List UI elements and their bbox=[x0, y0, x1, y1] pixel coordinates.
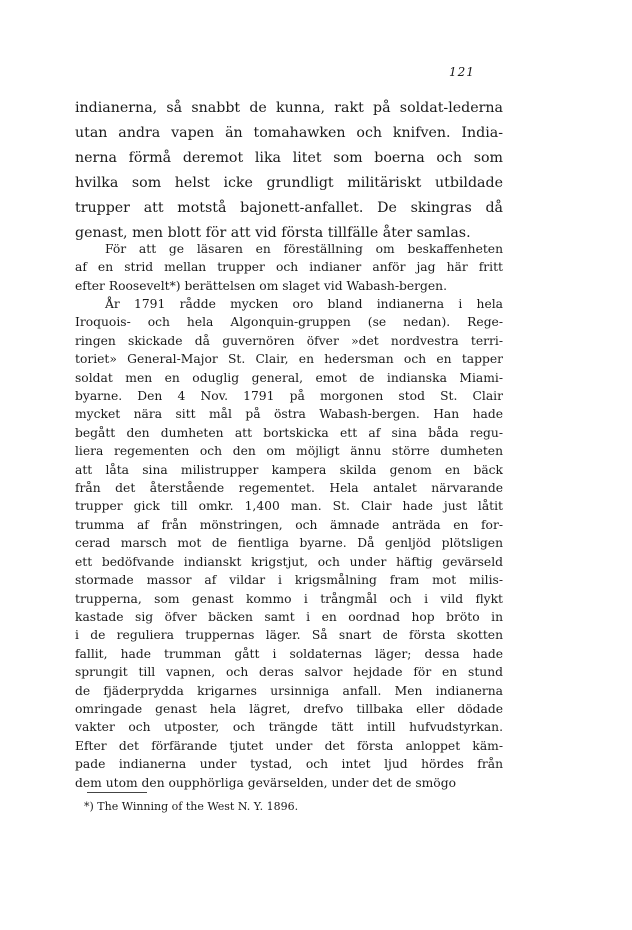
text-line: trumma af från mönstringen, och ämnade anträda en for- bbox=[75, 517, 503, 532]
text-line: utan andra vapen än tomahawken och knifven. India- bbox=[75, 125, 503, 141]
text-line: mycket nära sitt mål på östra Wabash-bergen. Han hade bbox=[75, 407, 503, 422]
text-line: vakter och utposter, och trängde tätt intill hufvudstyrkan. bbox=[75, 720, 503, 735]
text-line: hvilka som helst icke grundligt militäriskt utbildade bbox=[75, 175, 503, 191]
paragraph-intro bbox=[75, 240, 503, 295]
text-line: cerad marsch mot de fientliga byarne. Då genljöd plötsligen bbox=[75, 536, 503, 551]
text-line: genast, men blott för att vid första tillfälle åter samlas. bbox=[75, 225, 471, 241]
text-line: År 1791 rådde mycken oro bland indianerna i hela bbox=[105, 297, 503, 311]
text-line: af en strid mellan trupper och indianer anför jag här fritt bbox=[75, 260, 503, 275]
text-line: indianerna, så snabbt de kunna, rakt på soldat-lederna bbox=[75, 100, 503, 116]
text-line: efter Roosevelt*) berättelsen om slaget vid Wabash-bergen. bbox=[75, 278, 448, 293]
text-line: de fjäderprydda krigarnes ursinniga anfall. Men indianerna bbox=[75, 683, 503, 698]
page-number: 121 bbox=[449, 65, 475, 79]
text-line: i de reguliera truppernas läger. Så snart de första skotten bbox=[75, 628, 503, 643]
text-line: dem utom den oupphörliga gevärselden, under det de smögo bbox=[75, 775, 456, 790]
text-line: från det återstående regementet. Hela antalet närvarande bbox=[75, 481, 503, 496]
text-line: pade indianerna under tystad, och intet ljud hördes från bbox=[75, 757, 503, 772]
text-line: Efter det förfärande tjutet under det första anloppet käm- bbox=[75, 738, 503, 753]
footnote: *) The Winning of the West N. Y. 1896. bbox=[84, 800, 299, 813]
text-line: att låta sina milistrupper kampera skilda genom en bäck bbox=[75, 462, 503, 477]
text-line: trupperna, som genast kommo i trångmål och i vild flykt bbox=[75, 591, 503, 606]
text-line: ringen skickade då guvernören öfver »det nordvestra terri- bbox=[75, 333, 503, 348]
footnote-rule bbox=[87, 792, 147, 793]
text-line: För att ge läsaren en föreställning om beskaffenheten bbox=[105, 242, 503, 256]
text-line: trupper gick till omkr. 1,400 man. St. Clair hade just låtit bbox=[75, 499, 503, 514]
text-line: fallit, hade trumman gått i soldaternas läger; dessa hade bbox=[75, 646, 503, 661]
text-line: begått den dumheten att bortskicka ett af sina båda regu- bbox=[75, 425, 503, 440]
text-line: Iroquois- och hela Algonquin-gruppen (se nedan). Rege- bbox=[75, 315, 503, 330]
paragraph-large bbox=[75, 96, 503, 246]
text-line: stormade massor af vildar i krigsmålning fram mot milis- bbox=[75, 573, 503, 588]
text-line: omringade genast hela lägret, drefvo tillbaka eller dödade bbox=[75, 701, 503, 716]
text-line: soldat men en oduglig general, emot de indianska Miami- bbox=[75, 370, 503, 385]
text-line: kastade sig öfver bäcken samt i en oordnad hop bröto in bbox=[75, 609, 503, 624]
text-line: ett bedöfvande indianskt krigstjut, och under häftig gevärseld bbox=[75, 554, 503, 569]
text-line: nerna förmå deremot lika litet som boerna och som bbox=[75, 150, 503, 166]
text-line: trupper att motstå bajonett-anfallet. De skingras då bbox=[75, 200, 503, 216]
text-line: sprungit till vapnen, och deras salvor hejdade för en stund bbox=[75, 665, 503, 680]
text-line: byarne. Den 4 Nov. 1791 på morgonen stod St. Clair bbox=[75, 389, 503, 404]
text-line: toriet» General-Major St. Clair, en hedersman och en tapper bbox=[75, 352, 503, 367]
paragraph-body bbox=[75, 295, 503, 792]
text-line: liera regementen och den om möjligt ännu större dumheten bbox=[75, 444, 503, 459]
